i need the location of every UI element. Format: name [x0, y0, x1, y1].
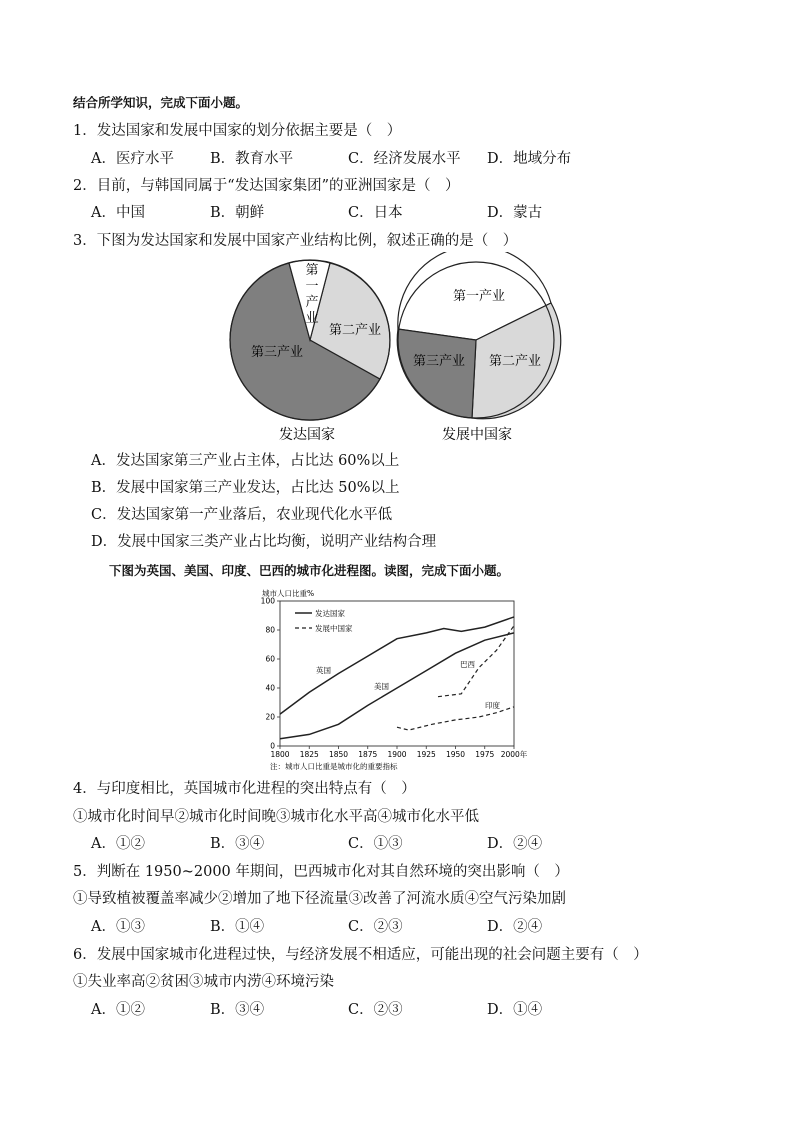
q4-choices: ①城市化时间早②城市化时间晚③城市化水平高④城市化水平低: [73, 809, 479, 825]
x-tick-label: 1875: [358, 750, 378, 759]
urbanization-chart: [252, 585, 542, 775]
q6-option-d: D．①④: [487, 1002, 543, 1018]
q4-option-a: A．①②: [91, 836, 145, 852]
q6-option-a: A．①②: [91, 1002, 145, 1018]
chart-ylabel: 城市人口比重%: [262, 589, 315, 598]
x-tick-label: 1925: [416, 750, 436, 759]
series-line-印度: [397, 707, 514, 730]
x-tick-label: 1950: [445, 750, 466, 759]
legend-developed: 发达国家: [315, 609, 345, 618]
q5-option-d: D．②④: [487, 919, 543, 935]
intro-text-2: 下图为英国、美国、印度、巴西的城市化进程图。读图，完成下面小题。: [109, 563, 510, 578]
q2-option-c: C．日本: [348, 205, 403, 221]
x-tick-label: 1975: [475, 750, 495, 759]
pie-developing-tertiary-label: 第三产业: [412, 354, 466, 369]
chart-legend: [295, 608, 353, 633]
series-label-india: 印度: [485, 701, 500, 710]
q4-option-b: B．③④: [210, 836, 265, 852]
q3-option-a: A．发达国家第三产业占主体，占比达 60%以上: [91, 453, 400, 469]
series-label-uk: 英国: [316, 666, 331, 675]
pie-developed-primary-label: 一: [305, 279, 319, 294]
q6-choices: ①失业率高②贫困③城市内涝④环境污染: [73, 974, 334, 990]
q2-option-d: D．蒙古: [487, 205, 543, 221]
y-tick-label: 80: [265, 625, 275, 635]
pie-developed-primary-label: 第: [305, 263, 319, 278]
legend-developing: 发展中国家: [315, 624, 353, 633]
question-2-stem: 2．目前，与韩国同属于“发达国家集团”的亚洲国家是（ ）: [73, 178, 460, 194]
question-5-stem: 5．判断在 1950~2000 年期间，巴西城市化对其自然环境的突出影响（ ）: [73, 864, 569, 880]
y-tick-label: 40: [265, 683, 275, 693]
q3-option-d: D．发展中国家三类产业占比均衡，说明产业结构合理: [91, 534, 437, 550]
q1-option-d: D．地域分布: [487, 151, 572, 167]
pie-developed-caption: 发达国家: [279, 427, 335, 443]
q6-option-c: C．②③: [348, 1002, 403, 1018]
q5-option-b: B．①④: [210, 919, 265, 935]
q1-option-c: C．经济发展水平: [348, 151, 461, 167]
q3-option-b: B．发展中国家第三产业发达，占比达 50%以上: [91, 480, 400, 496]
x-tick-label: 1825: [299, 750, 319, 759]
q2-option-a: A．中国: [91, 205, 145, 221]
y-tick-label: 20: [265, 712, 275, 722]
pie-charts-figure: [0, 252, 794, 452]
question-4-stem: 4．与印度相比，英国城市化进程的突出特点有（ ）: [73, 781, 416, 797]
series-label-brazil: 巴西: [460, 660, 475, 669]
q6-option-b: B．③④: [210, 1002, 265, 1018]
pie-developed-primary-label: 业: [305, 311, 319, 326]
q3-option-c: C．发达国家第一产业落后，农业现代化水平低: [91, 507, 393, 523]
y-tick-label: 100: [260, 596, 275, 606]
question-3-stem: 3．下图为发达国家和发展中国家产业结构比例，叙述正确的是（ ）: [73, 233, 518, 249]
pie-developed-secondary-label: 第二产业: [328, 323, 382, 338]
q4-option-c: C．①③: [348, 836, 403, 852]
pie-developed: [230, 260, 390, 443]
chart-note: 注：城市人口比重是城市化的重要指标: [270, 762, 398, 771]
q5-option-c: C．②③: [348, 919, 403, 935]
q4-option-d: D．②④: [487, 836, 543, 852]
pie-developing: [397, 252, 561, 443]
x-tick-label: 1900: [387, 750, 407, 759]
y-tick-label: 0: [270, 741, 275, 751]
x-tick-label: 1800: [270, 750, 290, 759]
q1-option-b: B．教育水平: [210, 151, 294, 167]
pie-developed-primary-label: 产: [305, 295, 319, 310]
question-6-stem: 6．发展中国家城市化进程过快，与经济发展不相适应，可能出现的社会问题主要有（ ）: [73, 947, 648, 963]
series-line-美国: [280, 633, 514, 739]
pie-developed-tertiary-label: 第三产业: [250, 345, 304, 360]
intro-text: 结合所学知识，完成下面小题。: [73, 95, 249, 110]
pie-developing-primary-label: 第一产业: [452, 289, 506, 304]
pie-developing-caption: 发展中国家: [442, 427, 512, 443]
q2-option-b: B．朝鲜: [210, 205, 265, 221]
x-tick-label: 2000年: [500, 750, 528, 759]
pie-developing-tertiary-slice: [397, 329, 476, 418]
q5-option-a: A．①③: [91, 919, 145, 935]
series-label-usa: 美国: [374, 682, 389, 691]
question-1-stem: 1．发达国家和发展中国家的划分依据主要是（ ）: [73, 123, 402, 139]
x-tick-label: 1850: [328, 750, 349, 759]
q1-option-a: A．医疗水平: [91, 151, 174, 167]
q5-choices: ①导致植被覆盖率减少②增加了地下径流量③改善了河流水质④空气污染加剧: [73, 891, 566, 907]
pie-developing-secondary-label: 第二产业: [488, 354, 542, 369]
y-tick-label: 60: [265, 654, 275, 664]
